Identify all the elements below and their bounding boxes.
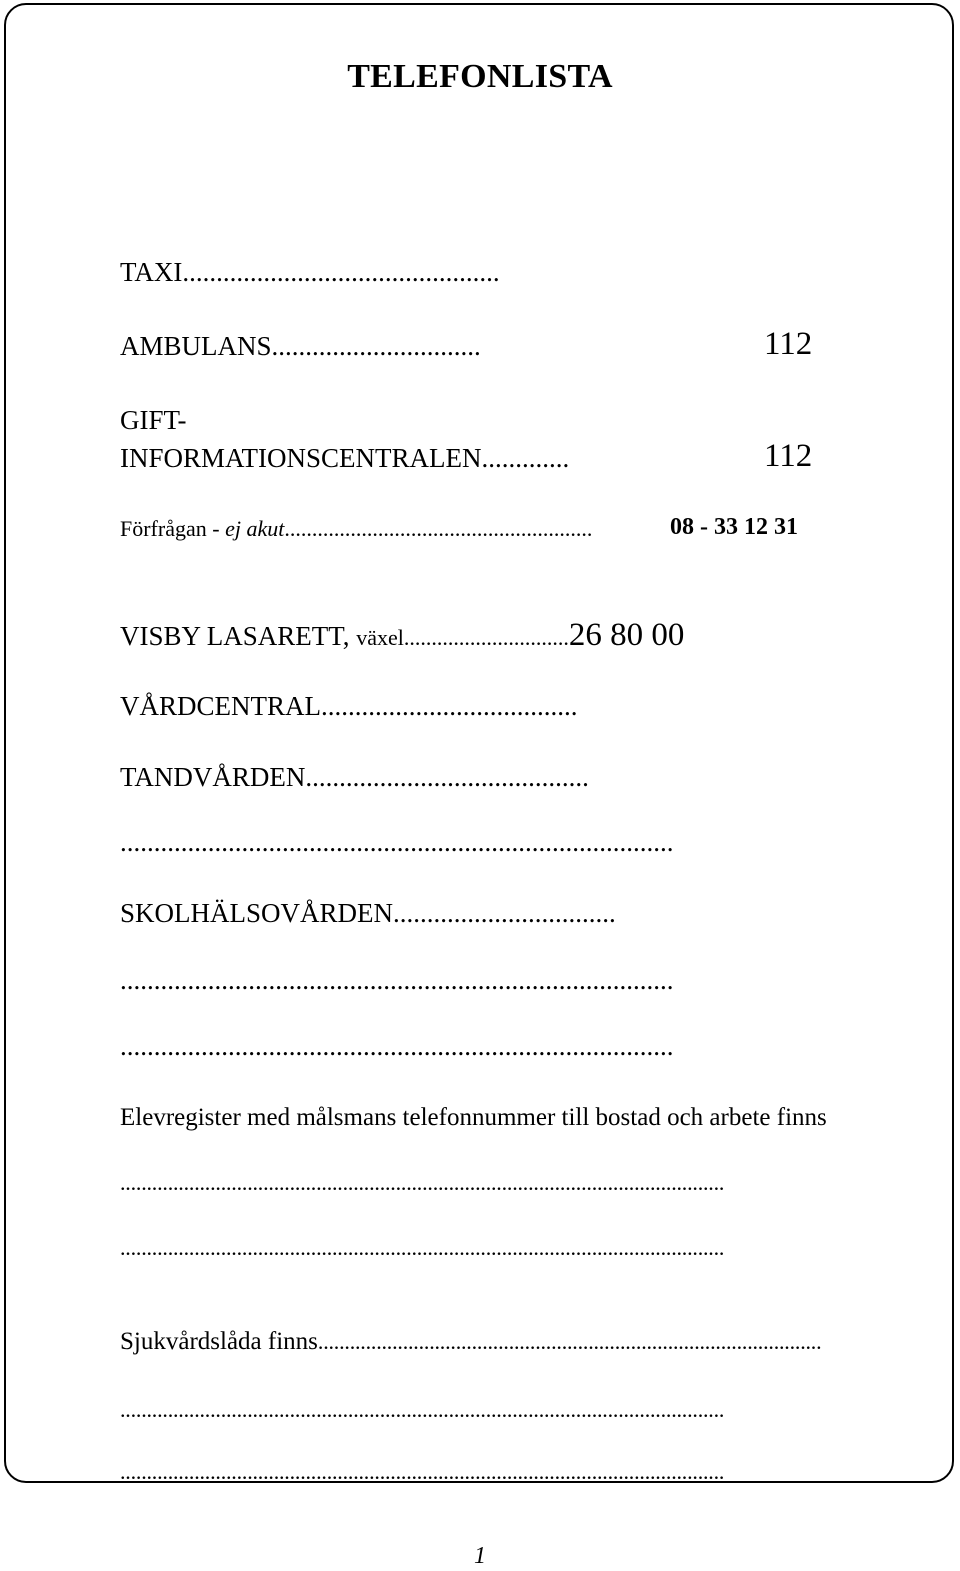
- forfragan-label-italic: ej akut: [225, 516, 285, 541]
- elevregister-text: Elevregister med målsmans telefonnummer till bostad och arbete finns: [120, 1104, 827, 1131]
- taxi-label: TAXI: [120, 257, 183, 287]
- forfragan-row: [120, 513, 592, 545]
- page-number: 1: [474, 1543, 486, 1569]
- visby-row: [120, 619, 684, 654]
- vardcentral-row: [120, 690, 578, 722]
- sjukvardslada-dots: ...............................................................................................: [317, 1329, 822, 1354]
- gift-row: [120, 442, 569, 474]
- tandvarden-dots: ..........................................: [305, 762, 589, 792]
- elevregister-blank-line-1: ..................................................................................................................: [120, 1170, 725, 1195]
- forfragan-dots: ........................................................: [284, 516, 593, 541]
- taxi-dots: ...............................................: [182, 257, 500, 287]
- sjukvardslada-label: Sjukvårdslåda finns: [120, 1328, 318, 1355]
- sjukvardslada-row: [120, 1326, 821, 1358]
- skolhalsovarden-blank-line-1: ..................................................................................: [120, 965, 674, 995]
- forfragan-label: Förfrågan -: [120, 516, 226, 541]
- tandvarden-label: TANDVÅRDEN: [120, 762, 306, 792]
- skolhalsovarden-label: SKOLHÄLSOVÅRDEN: [120, 898, 394, 928]
- sjukvardslada-blank-line-1: ..................................................................................................................: [120, 1397, 725, 1422]
- ambulans-dots: ...............................: [271, 331, 481, 361]
- skolhalsovarden-row: [120, 897, 616, 929]
- tandvarden-row: [120, 761, 589, 793]
- tandvarden-blank-line: ..................................................................................: [120, 827, 674, 857]
- page-title: TELEFONLISTA: [347, 58, 613, 95]
- ambulans-row: [120, 330, 481, 362]
- gift-label-line2: INFORMATIONSCENTRALEN: [120, 443, 482, 473]
- ambulans-number: 112: [764, 326, 813, 362]
- visby-number: 26 80 00: [568, 617, 685, 653]
- vardcentral-dots: ......................................: [321, 691, 578, 721]
- elevregister-blank-line-2: ..................................................................................................................: [120, 1235, 725, 1260]
- sjukvardslada-blank-line-2: ..................................................................................................................: [120, 1459, 725, 1484]
- visby-dots: ..............................: [403, 625, 569, 650]
- gift-dots: .............: [481, 443, 570, 473]
- visby-label: VISBY LASARETT,: [120, 621, 357, 651]
- ambulans-label: AMBULANS: [120, 331, 272, 361]
- skolhalsovarden-blank-line-2: ..................................................................................: [120, 1031, 674, 1061]
- forfragan-number: 08 - 33 12 31: [670, 514, 798, 540]
- visby-label-small: växel: [356, 625, 404, 650]
- vardcentral-label: VÅRDCENTRAL: [120, 691, 321, 721]
- gift-label-line1: GIFT-: [120, 405, 187, 435]
- taxi-row: [120, 256, 500, 288]
- skolhalsovarden-dots: .................................: [393, 898, 616, 928]
- gift-number: 112: [764, 438, 813, 474]
